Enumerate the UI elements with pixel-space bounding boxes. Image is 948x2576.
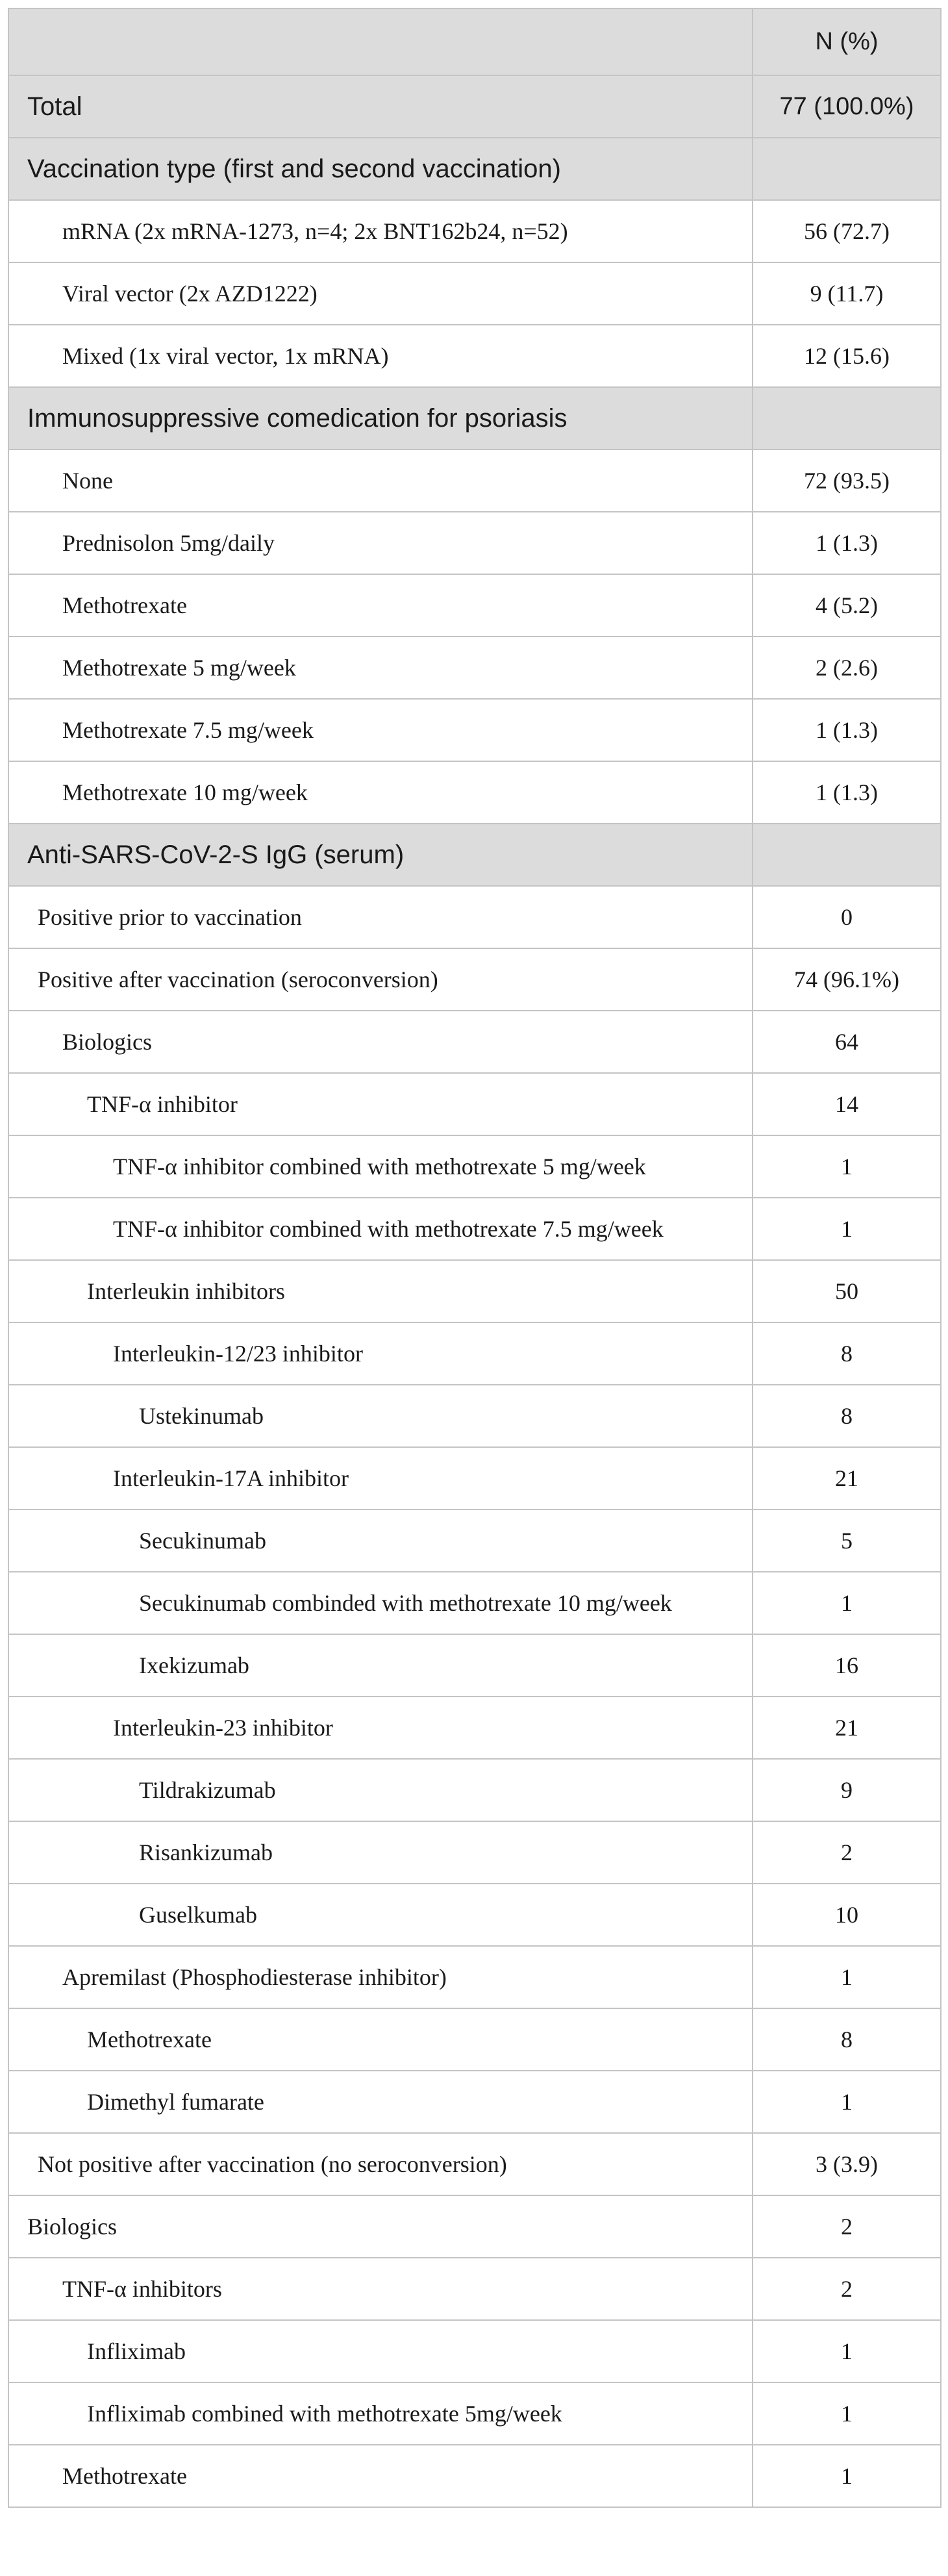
row-value: 16 [753, 1634, 941, 1697]
table-row [8, 2445, 941, 2507]
section-empty-cell [753, 824, 941, 886]
table-row [8, 2258, 941, 2320]
row-label: Methotrexate [8, 2445, 753, 2507]
header-n-percent: N (%) [753, 8, 941, 75]
row-label: Interleukin inhibitors [8, 1260, 753, 1322]
total-row [8, 75, 941, 138]
row-value: 4 (5.2) [753, 574, 941, 637]
table-header-row [8, 8, 941, 75]
table-row [8, 1697, 941, 1759]
row-value: 1 [753, 2382, 941, 2445]
row-label: Dimethyl fumarate [8, 2071, 753, 2133]
row-value: 12 (15.6) [753, 325, 941, 387]
row-label: Positive prior to vaccination [8, 886, 753, 948]
row-label: Tildrakizumab [8, 1759, 753, 1821]
table-row [8, 449, 941, 512]
row-value: 2 [753, 1821, 941, 1884]
table-row [8, 761, 941, 824]
table-row [8, 2382, 941, 2445]
table-row [8, 1884, 941, 1946]
table-row [8, 1135, 941, 1198]
row-value: 74 (96.1%) [753, 948, 941, 1011]
row-label: Interleukin-23 inhibitor [8, 1697, 753, 1759]
row-value: 1 (1.3) [753, 512, 941, 574]
section-empty-cell [753, 138, 941, 200]
table-row [8, 1073, 941, 1135]
row-label: mRNA (2x mRNA-1273, n=4; 2x BNT162b24, n=52) [8, 200, 753, 262]
row-label: Viral vector (2x AZD1222) [8, 262, 753, 325]
row-value: 1 [753, 1198, 941, 1260]
vaccination-table [8, 8, 942, 2508]
table-row [8, 2133, 941, 2195]
table-row [8, 1572, 941, 1634]
section-empty-cell [753, 387, 941, 449]
table-row [8, 2195, 941, 2258]
row-label: Prednisolon 5mg/daily [8, 512, 753, 574]
section-heading-row [8, 824, 941, 886]
row-label: Positive after vaccination (seroconversion) [8, 948, 753, 1011]
serum-heading: Anti-SARS-CoV-2-S IgG (serum) [8, 824, 753, 886]
row-value: 8 [753, 1385, 941, 1447]
row-value: 3 (3.9) [753, 2133, 941, 2195]
row-label: Interleukin-17A inhibitor [8, 1447, 753, 1509]
row-value: 21 [753, 1447, 941, 1509]
row-value: 8 [753, 2008, 941, 2071]
row-label: Biologics [8, 1011, 753, 1073]
comedication-heading: Immunosuppressive comedication for psoriasis [8, 387, 753, 449]
table-row [8, 948, 941, 1011]
row-label: Biologics [8, 2195, 753, 2258]
table-row [8, 2008, 941, 2071]
total-value: 77 (100.0%) [753, 75, 941, 138]
row-label: TNF-α inhibitor combined with methotrexate 7.5 mg/week [8, 1198, 753, 1260]
row-label: TNF-α inhibitor combined with methotrexate 5 mg/week [8, 1135, 753, 1198]
row-value: 1 [753, 2445, 941, 2507]
row-value: 1 (1.3) [753, 699, 941, 761]
total-label: Total [8, 75, 753, 138]
table-row [8, 699, 941, 761]
table-row [8, 325, 941, 387]
row-value: 50 [753, 1260, 941, 1322]
table-row [8, 574, 941, 637]
table-row [8, 2320, 941, 2382]
table-row [8, 200, 941, 262]
row-label: Not positive after vaccination (no seroconversion) [8, 2133, 753, 2195]
row-value: 2 (2.6) [753, 637, 941, 699]
row-label: Apremilast (Phosphodiesterase inhibitor) [8, 1946, 753, 2008]
table-row [8, 1759, 941, 1821]
header-label-cell [8, 8, 753, 75]
row-value: 10 [753, 1884, 941, 1946]
row-label: Mixed (1x viral vector, 1x mRNA) [8, 325, 753, 387]
row-value: 56 (72.7) [753, 200, 941, 262]
table-row [8, 1011, 941, 1073]
row-label: Risankizumab [8, 1821, 753, 1884]
table-row [8, 886, 941, 948]
row-value: 2 [753, 2258, 941, 2320]
row-label: TNF-α inhibitor [8, 1073, 753, 1135]
row-label: Ixekizumab [8, 1634, 753, 1697]
table-row [8, 1509, 941, 1572]
row-value: 9 (11.7) [753, 262, 941, 325]
row-value: 0 [753, 886, 941, 948]
row-value: 1 [753, 1946, 941, 2008]
row-value: 1 [753, 1572, 941, 1634]
row-value: 1 (1.3) [753, 761, 941, 824]
row-label: Infliximab [8, 2320, 753, 2382]
table-row [8, 637, 941, 699]
row-value: 64 [753, 1011, 941, 1073]
table-row [8, 1322, 941, 1385]
row-value: 21 [753, 1697, 941, 1759]
row-label: None [8, 449, 753, 512]
row-label: Methotrexate 10 mg/week [8, 761, 753, 824]
row-label: Methotrexate 5 mg/week [8, 637, 753, 699]
row-value: 72 (93.5) [753, 449, 941, 512]
table-row [8, 1198, 941, 1260]
row-label: Methotrexate 7.5 mg/week [8, 699, 753, 761]
row-value: 9 [753, 1759, 941, 1821]
row-value: 8 [753, 1322, 941, 1385]
table-row [8, 1447, 941, 1509]
row-label: Guselkumab [8, 1884, 753, 1946]
table-row [8, 1946, 941, 2008]
section-heading-row [8, 138, 941, 200]
row-label: Methotrexate [8, 2008, 753, 2071]
table-row [8, 2071, 941, 2133]
table-row [8, 512, 941, 574]
table-row [8, 1634, 941, 1697]
row-label: Interleukin-12/23 inhibitor [8, 1322, 753, 1385]
row-label: Ustekinumab [8, 1385, 753, 1447]
section-heading-row [8, 387, 941, 449]
table-row [8, 1260, 941, 1322]
row-value: 1 [753, 1135, 941, 1198]
vaccination-heading: Vaccination type (first and second vaccination) [8, 138, 753, 200]
row-value: 1 [753, 2320, 941, 2382]
row-value: 2 [753, 2195, 941, 2258]
row-label: Infliximab combined with methotrexate 5mg/week [8, 2382, 753, 2445]
row-label: Secukinumab [8, 1509, 753, 1572]
row-label: Secukinumab combinded with methotrexate 10 mg/week [8, 1572, 753, 1634]
row-label: Methotrexate [8, 574, 753, 637]
table-row [8, 262, 941, 325]
table-row [8, 1385, 941, 1447]
row-value: 1 [753, 2071, 941, 2133]
row-label: TNF-α inhibitors [8, 2258, 753, 2320]
row-value: 5 [753, 1509, 941, 1572]
table-row [8, 1821, 941, 1884]
row-value: 14 [753, 1073, 941, 1135]
